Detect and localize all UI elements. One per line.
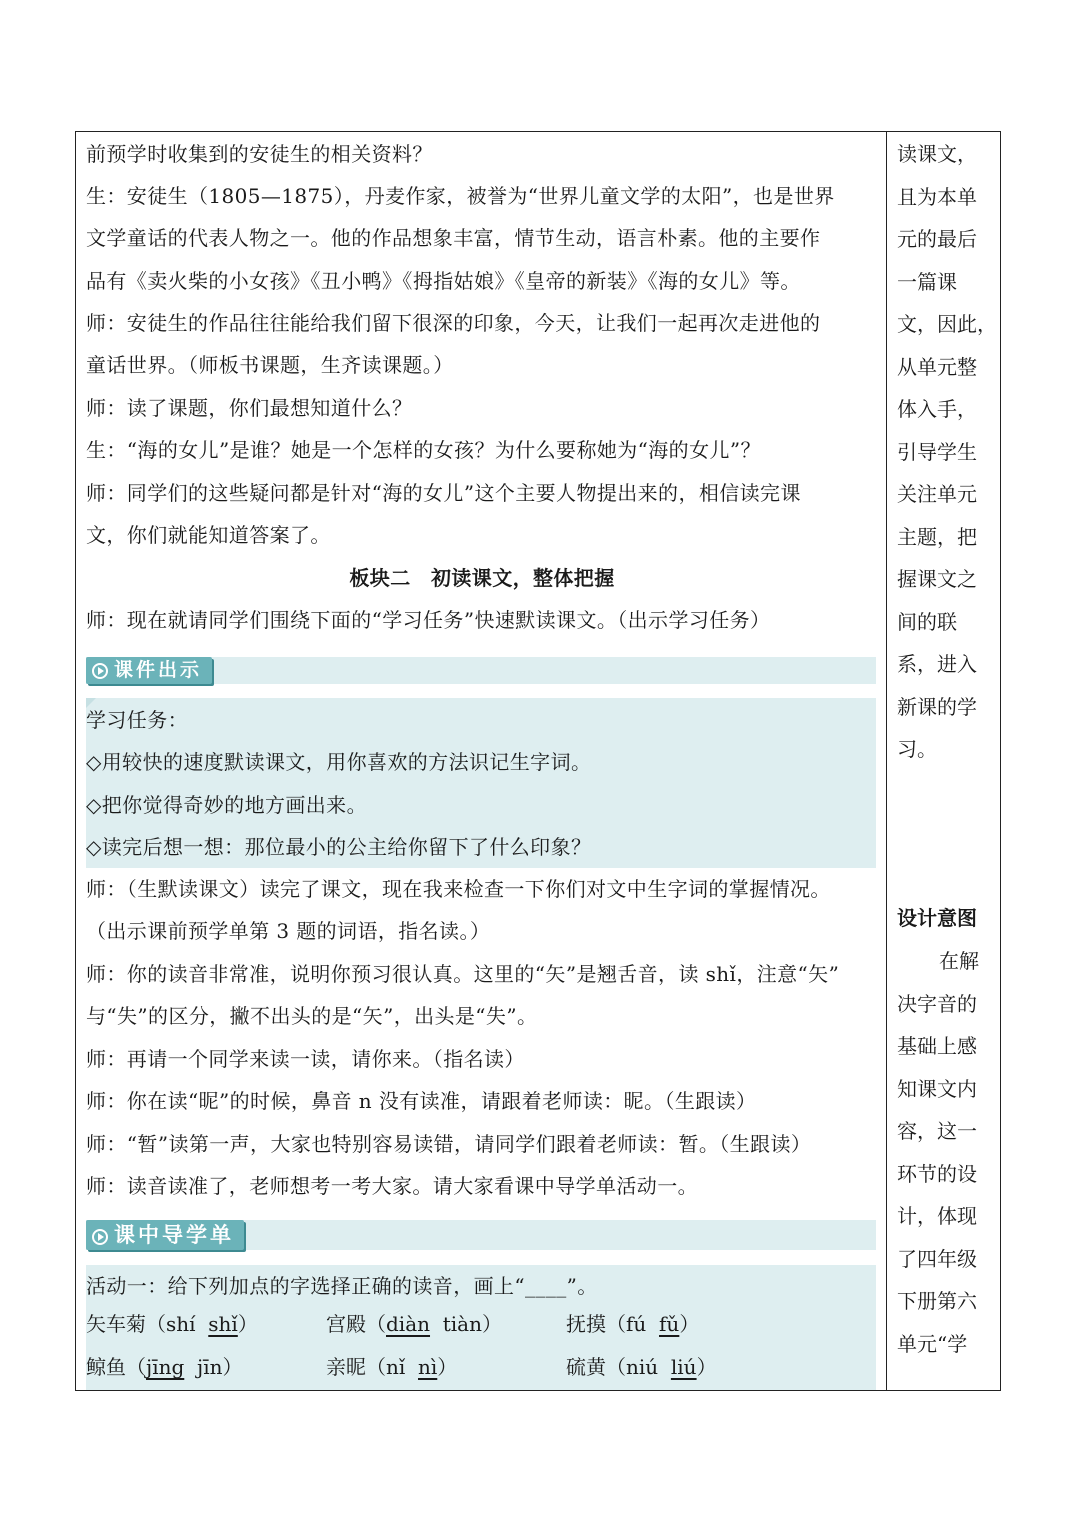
pinyin-choice <box>86 1303 258 1345</box>
paren: ） <box>237 1312 258 1336</box>
word: 宫殿 <box>326 1312 366 1336</box>
side-note-line: 读课文， <box>897 142 977 166</box>
paren: ） <box>437 1355 458 1379</box>
pinyin-option[interactable]: nǐ <box>386 1355 406 1379</box>
text-line: 品有《卖火柴的小女孩》《丑小鸭》《拇指姑娘》《皇帝的新装》《海的女儿》等。 <box>86 269 801 293</box>
text-line: 前预学时收集到的安徒生的相关资料？ <box>86 142 433 166</box>
paren: （ <box>606 1355 626 1379</box>
side-note-line: 基础上感 <box>897 1034 977 1058</box>
paren: （ <box>366 1312 386 1336</box>
paren: （ <box>146 1312 166 1336</box>
side-note-line: 了四年级 <box>897 1246 977 1271</box>
side-note-line: 主题，把 <box>897 524 977 549</box>
text-line: 师：现在就请同学们围绕下面的“学习任务”快速默读课文。（出示学习任务） <box>86 608 771 632</box>
pinyin-option[interactable]: nì <box>418 1355 438 1379</box>
side-note-line: 关注单元 <box>897 482 977 506</box>
pinyin-choice <box>566 1303 699 1345</box>
pinyin-option[interactable]: niú <box>626 1355 659 1379</box>
side-note-line: 文，因此， <box>897 312 997 336</box>
text-line: 文学童话的代表人物之一。他的作品想象丰富，情节生动，语言朴素。他的主要作 <box>86 226 821 250</box>
side-note-line: 决字音的 <box>897 991 977 1016</box>
pinyin-option[interactable]: liú <box>670 1355 697 1379</box>
side-note-line: 新课的学 <box>897 694 977 719</box>
pinyin-choice <box>566 1346 717 1388</box>
word: 亲昵 <box>326 1355 366 1379</box>
play-circle-icon <box>92 663 108 679</box>
pinyin-option[interactable]: fǔ <box>659 1312 680 1336</box>
text-line: 师：同学们的这些疑问都是针对“海的女儿”这个主要人物提出来的，相信读完课 <box>86 481 801 505</box>
lesson-table <box>75 131 1001 1391</box>
task-box <box>86 698 876 868</box>
paren: ） <box>696 1355 717 1379</box>
paren: ） <box>679 1312 700 1336</box>
text-line: 与“失”的区分，撇不出头的是“矢”，出头是“失”。 <box>86 1004 538 1028</box>
paren: （ <box>606 1312 626 1336</box>
pinyin-choice <box>86 1346 242 1388</box>
side-note-line: 握课文之 <box>897 567 977 591</box>
courseware-banner <box>86 657 876 684</box>
pinyin-option[interactable]: shǐ <box>208 1312 238 1336</box>
text-line: 师：读音读准了，老师想考一考大家。请大家看课中导学单活动一。 <box>86 1174 698 1198</box>
paren: ） <box>481 1312 502 1336</box>
text-line: 师：读了课题，你们最想知道什么？ <box>86 396 413 420</box>
text-line: 生：“海的女儿”是谁？她是一个怎样的女孩？为什么要称她为“海的女儿”？ <box>86 438 761 462</box>
pinyin-choice <box>326 1346 457 1388</box>
pinyin-option[interactable]: fú <box>626 1312 647 1336</box>
guide-sheet-tab <box>86 1220 244 1250</box>
text-line: 师：你在读“昵”的时候，鼻音 n 没有读准，请跟着老师读：昵。（生跟读） <box>86 1089 757 1113</box>
task-line: ◇读完后想一想：那位最小的公主给你留下了什么印象？ <box>86 835 592 859</box>
task-line: ◇把你觉得奇妙的地方画出来。 <box>86 793 367 817</box>
side-note-line: 在解 <box>939 949 979 973</box>
activity-box <box>86 1265 876 1390</box>
side-note-line: 下册第六 <box>897 1289 977 1313</box>
text-line: 师：“暂”读第一声，大家也特别容易读错，请同学们跟着老师读：暂。（生跟读） <box>86 1132 812 1156</box>
side-note-line: 系，进入 <box>897 652 977 676</box>
text-line: （出示课前预学单第 3 题的词语，指名读。） <box>86 919 491 943</box>
task-line: 学习任务： <box>86 708 188 732</box>
side-note-line: 一篇课 <box>897 269 957 294</box>
pinyin-option[interactable]: diàn <box>386 1312 431 1336</box>
side-note-line: 引导学生 <box>897 439 977 464</box>
section-heading: 板块二 初读课文，整体把握 <box>349 566 615 590</box>
paren: ） <box>222 1355 243 1379</box>
pinyin-option[interactable]: jīng <box>146 1355 185 1379</box>
side-note-line: 间的联 <box>897 609 957 634</box>
column-divider <box>886 132 887 1390</box>
text-line: 文，你们就能知道答案了。 <box>86 523 331 547</box>
side-note-line: 知课文内 <box>897 1076 977 1101</box>
task-line: ◇用较快的速度默读课文，用你喜欢的方法识记生字词。 <box>86 750 592 774</box>
text-line: 师：你的读音非常准，说明你预习很认真。这里的“矢”是翘舌音，读 shǐ，注意“矢” <box>86 962 840 986</box>
pinyin-choice <box>326 1303 502 1345</box>
word: 矢车菊 <box>86 1312 146 1336</box>
side-note-line: 从单元整 <box>897 354 977 379</box>
side-note-line: 环节的设 <box>897 1161 977 1186</box>
side-note-line: 单元“学 <box>897 1331 968 1356</box>
word: 硫黄 <box>566 1355 606 1379</box>
side-note-line: 且为本单 <box>897 184 977 209</box>
side-note-line: 体入手， <box>897 397 977 421</box>
paren: （ <box>126 1355 146 1379</box>
banner-label: 课件出示 <box>114 659 203 681</box>
word: 抚摸 <box>566 1312 606 1336</box>
pinyin-option[interactable]: jīn <box>197 1355 223 1379</box>
side-note-line: 习。 <box>897 737 937 761</box>
design-intent-heading: 设计意图 <box>897 906 977 930</box>
side-note-line: 容，这一 <box>897 1119 977 1143</box>
courseware-tab <box>86 657 212 684</box>
guide-sheet-banner <box>86 1220 876 1250</box>
text-line: 师：安徒生的作品往往能给我们留下很深的印象，今天，让我们一起再次走进他的 <box>86 311 821 335</box>
side-note-line: 元的最后 <box>897 227 977 251</box>
pinyin-option[interactable]: shí <box>166 1312 196 1336</box>
banner-label: 课中导学单 <box>114 1223 234 1247</box>
text-line: 童话世界。（师板书课题，生齐读课题。） <box>86 353 454 377</box>
side-note-line: 计，体现 <box>897 1204 977 1228</box>
text-line: 师：（生默读课文）读完了课文，现在我来检查一下你们对文中生字词的掌握情况。 <box>86 877 831 901</box>
word: 鲸鱼 <box>86 1355 126 1379</box>
text-line: 生：安徒生（1805—1875），丹麦作家，被誉为“世界儿童文学的太阳”，也是世界 <box>86 184 835 208</box>
pinyin-option[interactable]: tiàn <box>442 1312 482 1336</box>
paren: （ <box>366 1355 386 1379</box>
activity-title: 活动一：给下列加点的字选择正确的读音，画上“____”。 <box>86 1274 598 1298</box>
text-line: 师：再请一个同学来读一读，请你来。（指名读） <box>86 1047 525 1071</box>
play-circle-icon <box>92 1229 108 1245</box>
